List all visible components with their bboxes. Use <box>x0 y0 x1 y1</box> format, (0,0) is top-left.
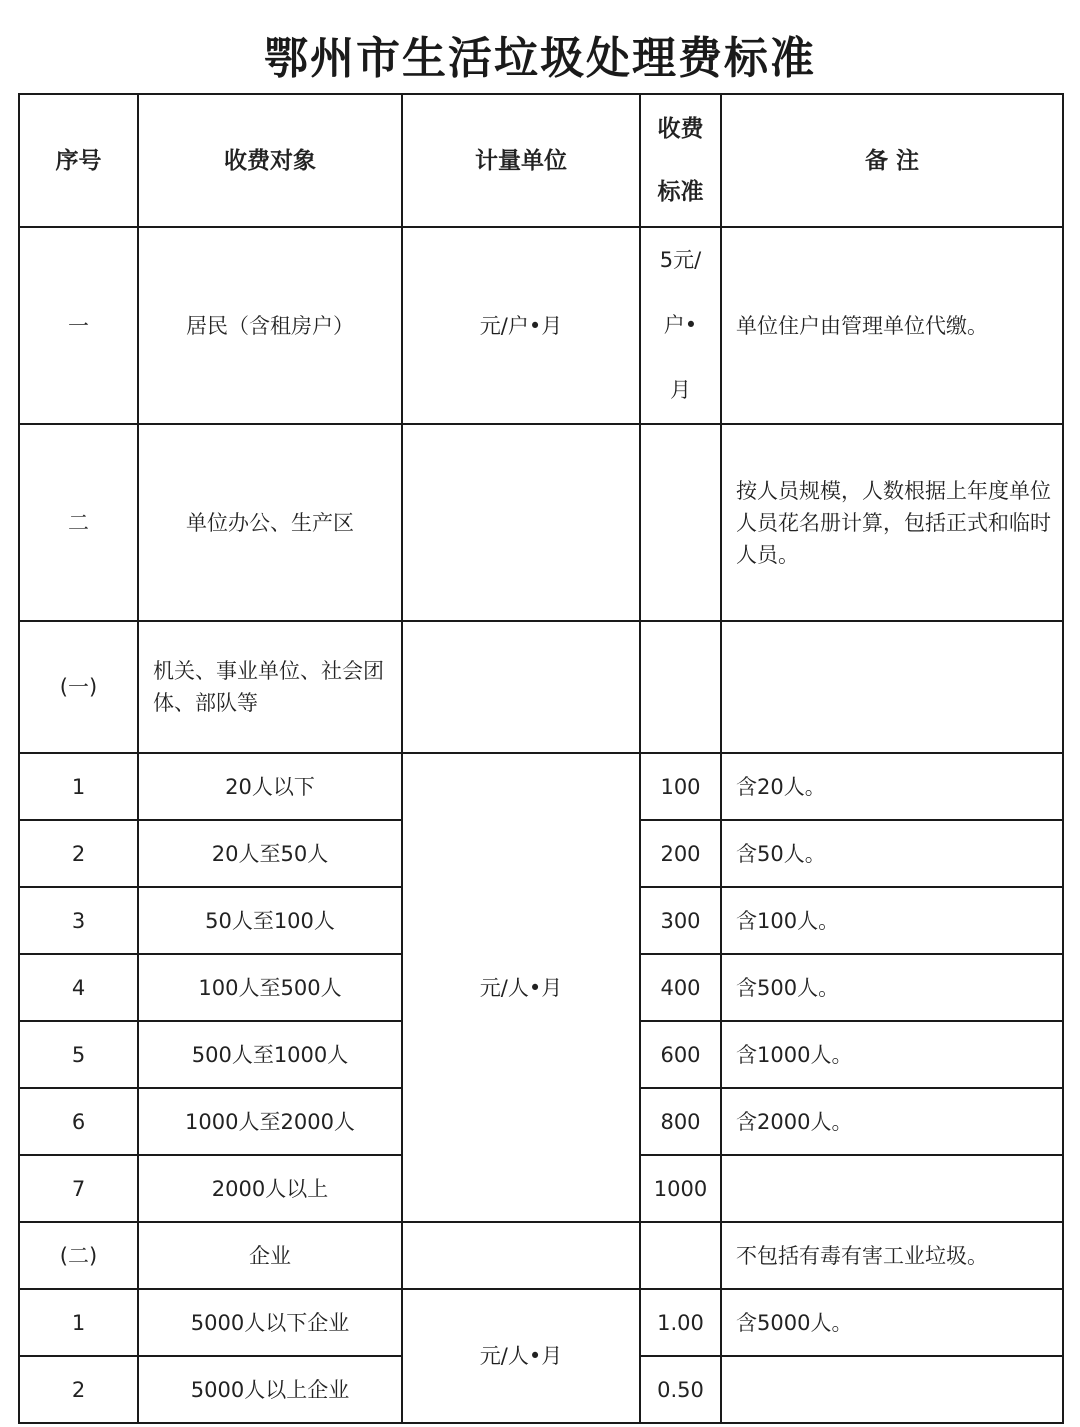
row-remark: 按人员规模，人数根据上年度单位人员花名册计算，包括正式和临时人员。 <box>721 424 1063 621</box>
row-target: 5000人以下企业 <box>138 1289 402 1356</box>
row-remark: 含1000人。 <box>721 1021 1063 1088</box>
row-target: 居民（含租房户） <box>138 227 402 424</box>
row-unit: 元/户•月 <box>402 227 640 424</box>
row-target: 100人至500人 <box>138 954 402 1021</box>
row-unit <box>402 621 640 753</box>
row-seq: 一 <box>19 227 138 424</box>
row-seq: 4 <box>19 954 138 1021</box>
table-row <box>19 753 1063 820</box>
row-remark: 含2000人。 <box>721 1088 1063 1155</box>
header-target: 收费对象 <box>138 94 402 227</box>
row-remark <box>721 1155 1063 1222</box>
row-seq: 5 <box>19 1021 138 1088</box>
row-seq: 2 <box>19 1356 138 1423</box>
row-target: 5000人以上企业 <box>138 1356 402 1423</box>
row-target: 单位办公、生产区 <box>138 424 402 621</box>
row-target: 1000人至2000人 <box>138 1088 402 1155</box>
table-row <box>19 1289 1063 1356</box>
row-remark: 含20人。 <box>721 753 1063 820</box>
header-standard <box>640 94 721 227</box>
row-seq: 3 <box>19 887 138 954</box>
row-remark <box>721 621 1063 753</box>
row-seq: (二) <box>19 1222 138 1289</box>
row-standard <box>640 227 721 424</box>
row-target: 20人以下 <box>138 753 402 820</box>
header-seq: 序号 <box>19 94 138 227</box>
row-standard: 1000 <box>640 1155 721 1222</box>
row-standard: 1.00 <box>640 1289 721 1356</box>
table-row <box>19 1222 1063 1289</box>
row-standard: 300 <box>640 887 721 954</box>
row-target: 企业 <box>138 1222 402 1289</box>
row-seq: 7 <box>19 1155 138 1222</box>
row-remark: 含5000人。 <box>721 1289 1063 1356</box>
row-standard <box>640 424 721 621</box>
row-standard: 0.50 <box>640 1356 721 1423</box>
header-standard-text: 收费标准 <box>657 115 704 205</box>
table-row <box>19 424 1063 621</box>
row-seq: 2 <box>19 820 138 887</box>
row-standard: 800 <box>640 1088 721 1155</box>
row-remark: 含500人。 <box>721 954 1063 1021</box>
row-standard-text: 5元/户•月 <box>659 248 702 402</box>
table-row <box>19 227 1063 424</box>
row-seq: 6 <box>19 1088 138 1155</box>
row-remark: 含50人。 <box>721 820 1063 887</box>
row-standard: 400 <box>640 954 721 1021</box>
row-remark <box>721 1356 1063 1423</box>
row-remark: 单位住户由管理单位代缴。 <box>721 227 1063 424</box>
row-standard: 100 <box>640 753 721 820</box>
row-standard: 200 <box>640 820 721 887</box>
row-target: 500人至1000人 <box>138 1021 402 1088</box>
row-target: 机关、事业单位、社会团体、部队等 <box>138 621 402 753</box>
fee-standard-table <box>18 93 1064 1424</box>
row-remark: 不包括有毒有害工业垃圾。 <box>721 1222 1063 1289</box>
row-target: 20人至50人 <box>138 820 402 887</box>
row-unit <box>402 424 640 621</box>
merged-unit-cell: 元/人•月 <box>402 1289 640 1423</box>
row-seq: 二 <box>19 424 138 621</box>
row-seq: 1 <box>19 753 138 820</box>
row-standard <box>640 621 721 753</box>
row-remark: 含100人。 <box>721 887 1063 954</box>
header-remark: 备 注 <box>721 94 1063 227</box>
header-unit: 计量单位 <box>402 94 640 227</box>
row-unit <box>402 1222 640 1289</box>
row-seq: (一) <box>19 621 138 753</box>
row-seq: 1 <box>19 1289 138 1356</box>
row-standard <box>640 1222 721 1289</box>
row-target: 50人至100人 <box>138 887 402 954</box>
table-row <box>19 621 1063 753</box>
table-header-row <box>19 94 1063 227</box>
merged-unit-cell: 元/人•月 <box>402 753 640 1222</box>
row-target: 2000人以上 <box>138 1155 402 1222</box>
row-standard: 600 <box>640 1021 721 1088</box>
page-title: 鄂州市生活垃圾处理费标准 <box>264 33 816 84</box>
